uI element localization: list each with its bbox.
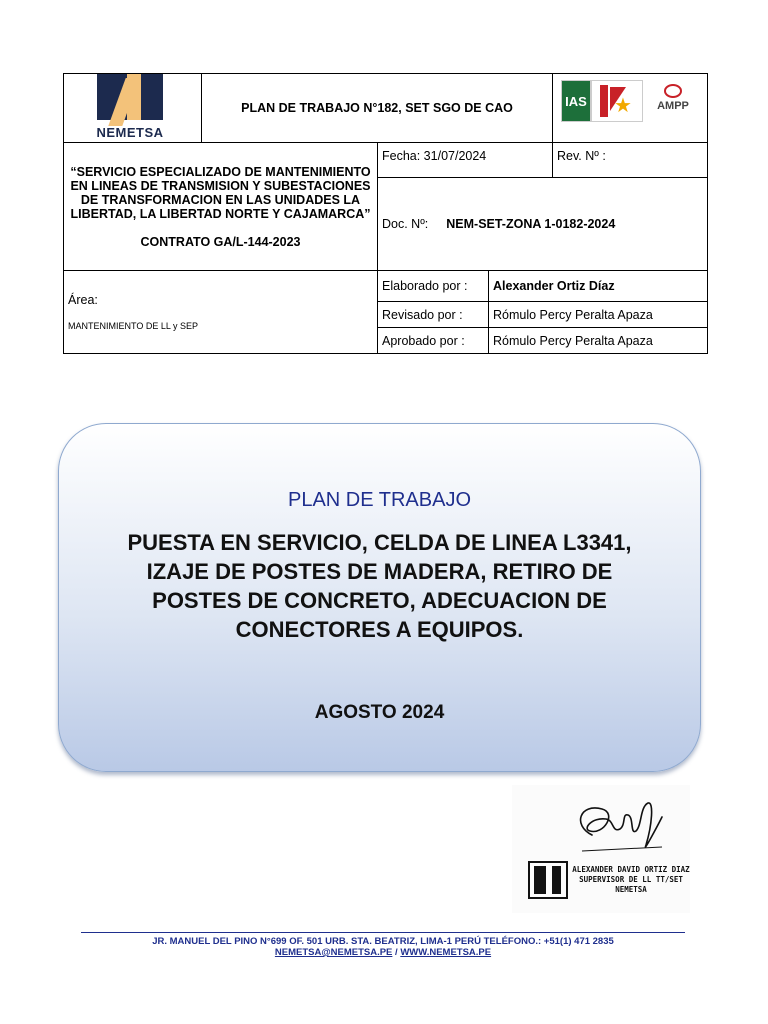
ampp-logo	[649, 80, 697, 122]
ampp-ring-icon	[664, 84, 682, 98]
document-title: PLAN DE TRABAJO N°182, SET SGO DE CAO	[202, 74, 553, 143]
document-header-table	[63, 73, 708, 354]
fecha-field: Fecha: 31/07/2024	[378, 143, 553, 178]
stamp-text	[572, 865, 690, 895]
ias-logo: IAS	[561, 80, 591, 122]
signature-stamp	[512, 785, 690, 913]
stamp-line-company: NEMETSA	[615, 885, 647, 894]
area-label: Área:	[68, 293, 98, 307]
nemetsa-logo-mark-icon	[97, 74, 163, 120]
cover-title-card	[58, 423, 701, 772]
area-value: MANTENIMIENTO DE LL y SEP	[68, 321, 199, 331]
contract-number: CONTRATO GA/L-144-2023	[140, 234, 301, 249]
service-description-cell	[64, 143, 378, 271]
aprobado-value: Rómulo Percy Peralta Apaza	[489, 328, 708, 354]
footer-links	[81, 947, 685, 958]
elaborado-label: Elaborado por :	[378, 271, 489, 302]
nemetsa-logo	[86, 74, 174, 142]
certification-logos	[553, 74, 708, 143]
stamp-line-name: ALEXANDER DAVID ORTIZ DIAZ	[572, 865, 690, 874]
company-logo-cell	[64, 74, 202, 143]
doc-number-cell	[378, 178, 708, 271]
card-title: PUESTA EN SERVICIO, CELDA DE LINEA L3341, IZAJE DE POSTES DE MADERA, RETIRO DE POSTES DE CONCRETO, ADECUACION DE CONECTORES A EQUIPOS.	[127, 530, 632, 642]
company-name: NEMETSA	[96, 125, 164, 140]
footer-divider	[81, 932, 685, 933]
footer-web-link[interactable]: WWW.NEMETSA.PE	[400, 947, 492, 958]
aprobado-label: Aprobado por :	[378, 328, 489, 354]
service-description: “SERVICIO ESPECIALIZADO DE MANTENIMIENTO EN LINEAS DE TRANSMISION Y SUBESTACIONES DE TRANSFORMACION EN LAS UNIDADES LA LIBERTAD, LA LIBERTAD NORTE Y CAJAMARCA”	[70, 164, 371, 221]
doc-number-label: Doc. Nº:	[382, 217, 429, 231]
footer	[81, 936, 685, 958]
revisado-label: Revisado por :	[378, 302, 489, 328]
card-date: AGOSTO 2024	[314, 702, 445, 723]
handwritten-signature-icon	[562, 795, 672, 861]
footer-email-link[interactable]: NEMETSA@NEMETSA.PE	[274, 947, 393, 958]
revision-field: Rev. Nº :	[553, 143, 708, 178]
stamp-nemetsa-mark-icon	[528, 861, 568, 899]
ampp-label: AMPP	[657, 100, 689, 112]
footer-address: JR. MANUEL DEL PINO N°699 OF. 501 URB. STA. BEATRIZ, LIMA-1 PERÚ TELÉFONO.: +51(1) 471 2835	[152, 936, 614, 947]
footer-separator: /	[395, 947, 398, 958]
card-kicker: PLAN DE TRABAJO	[287, 489, 472, 511]
ias-accreditation-mark-icon: ★	[591, 80, 643, 122]
stamp-line-role: SUPERVISOR DE LL TT/SET	[579, 875, 683, 884]
doc-number-value: NEM-SET-ZONA 1-0182-2024	[446, 217, 616, 231]
revisado-value: Rómulo Percy Peralta Apaza	[489, 302, 708, 328]
elaborado-value: Alexander Ortiz Díaz	[489, 271, 708, 302]
area-cell	[64, 271, 378, 354]
